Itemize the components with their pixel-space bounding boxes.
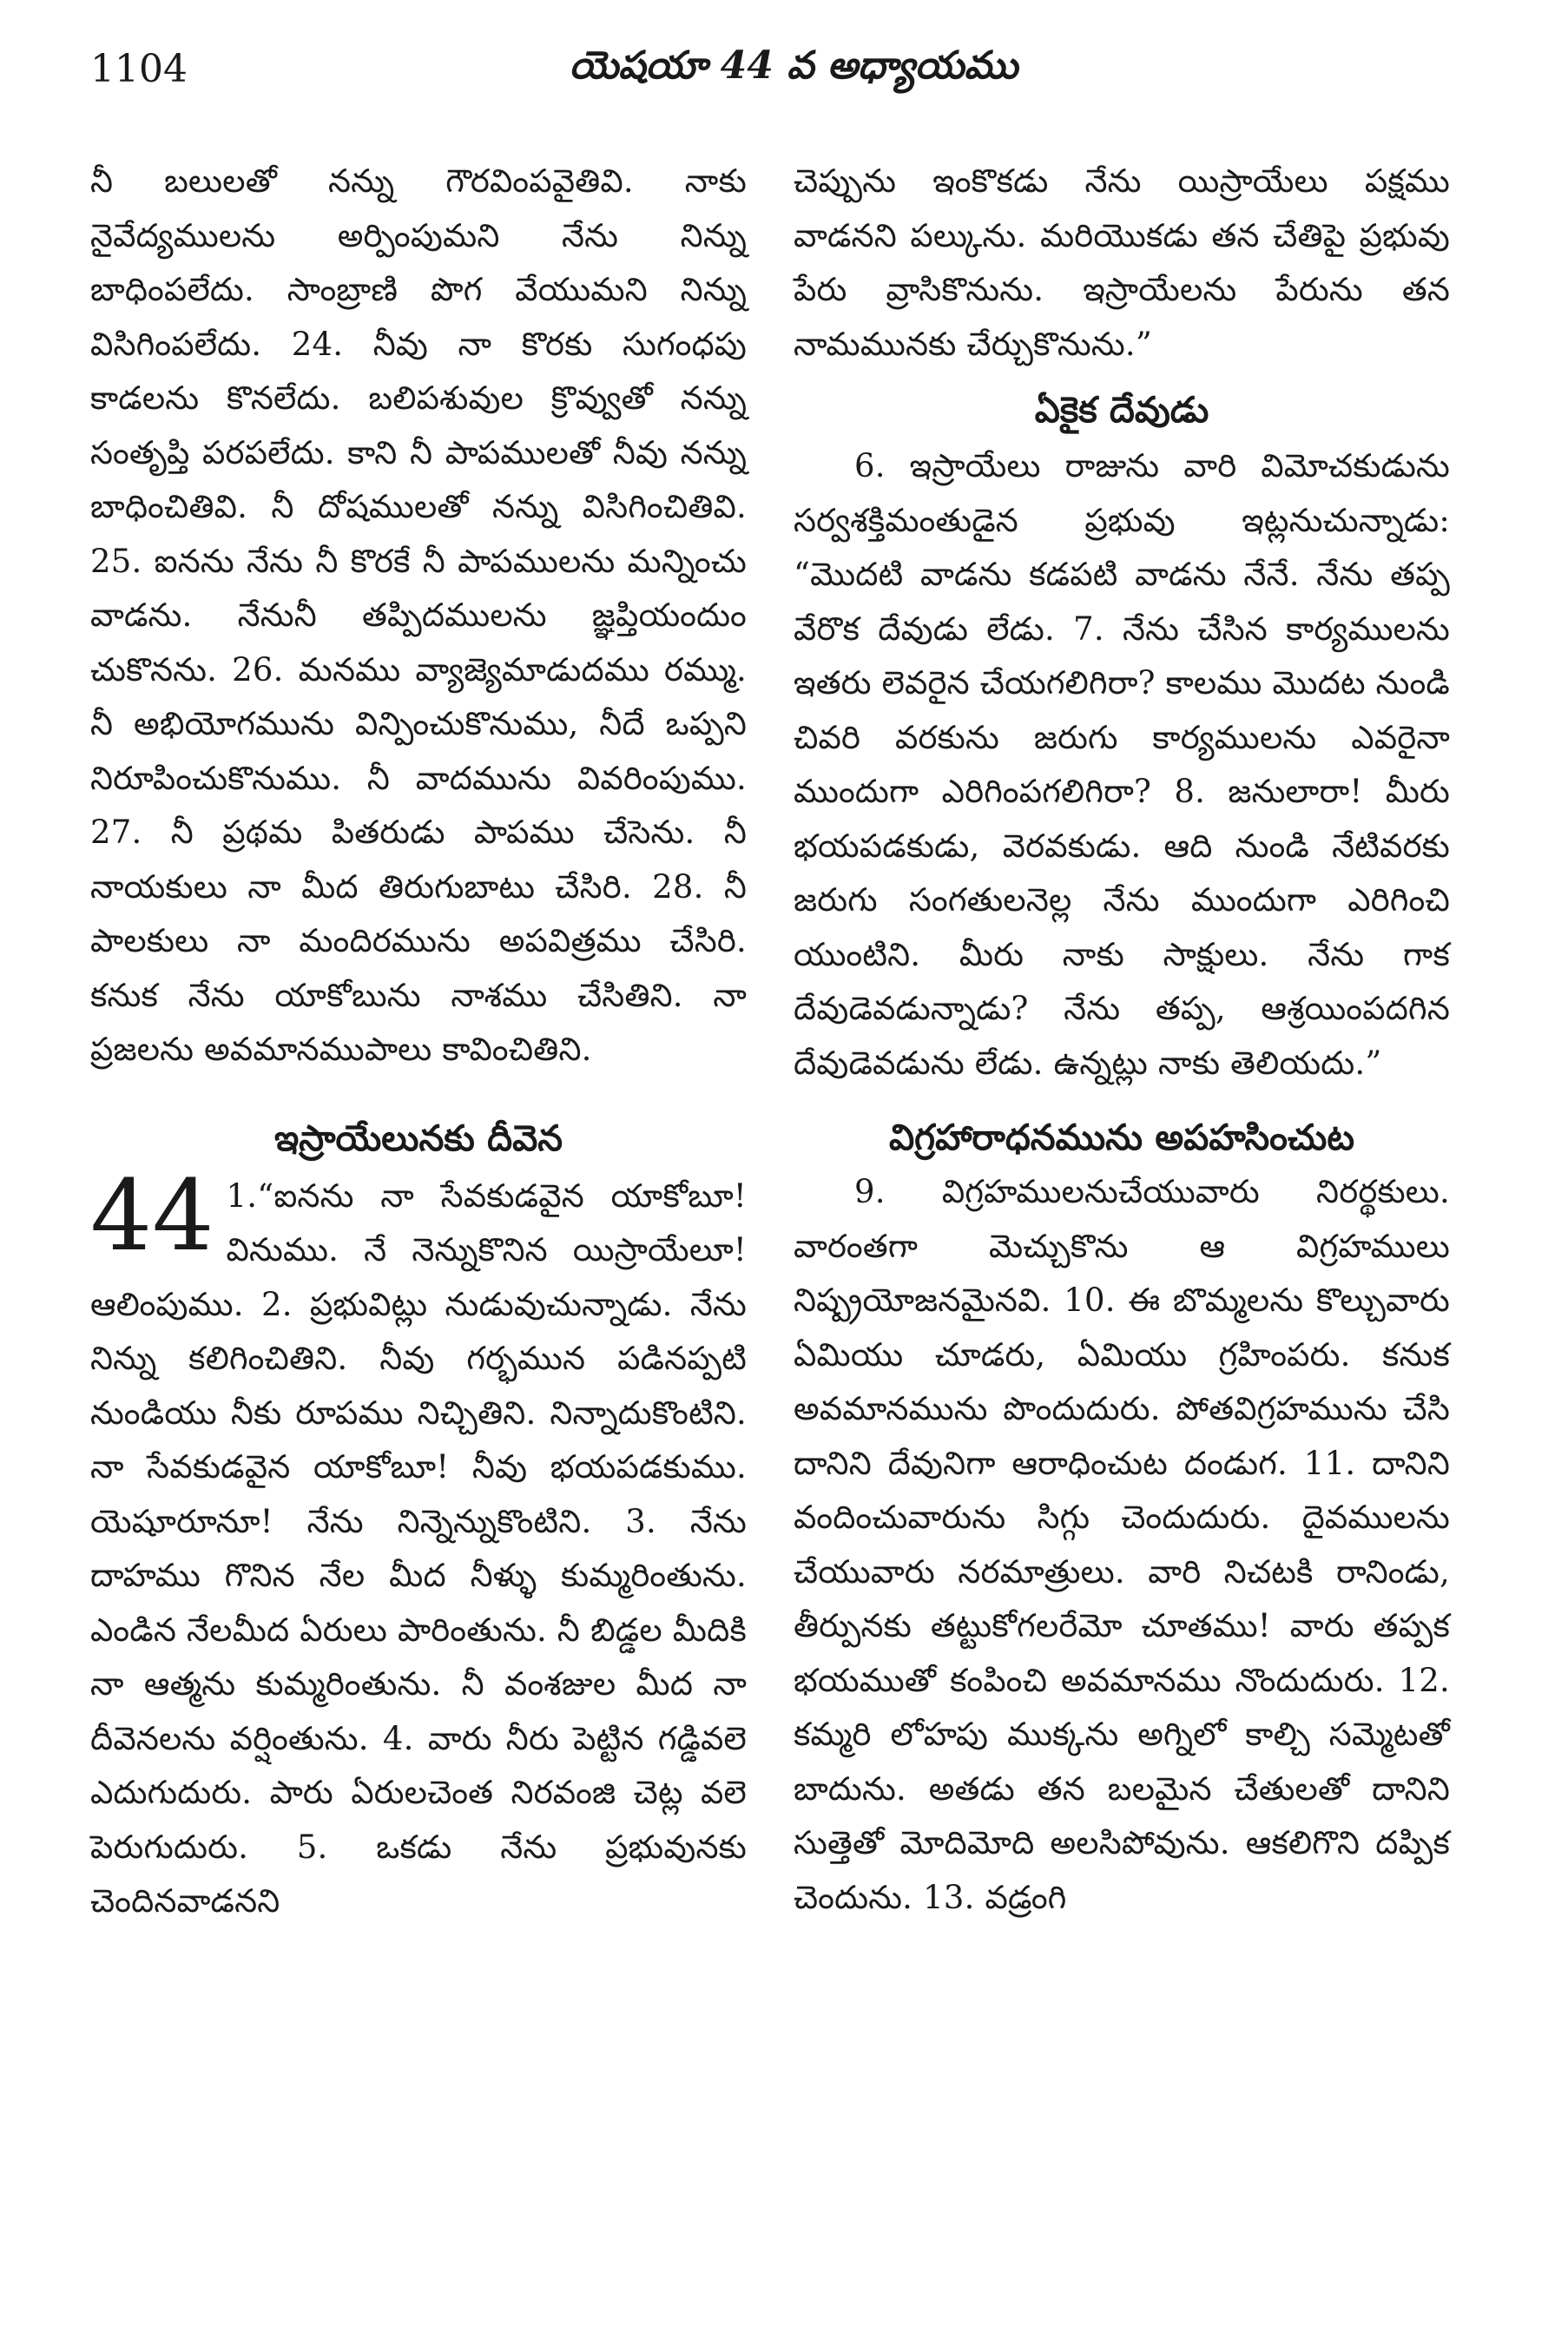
section-heading-blessing: ఇస్రాయేలునకు దీవెన	[273, 1117, 563, 1159]
section-heading-one-god: ఏకైక దేవుడు	[1034, 389, 1209, 431]
right-paragraph-2: 6. ఇస్రాయేలు రాజును వారి విమోచకుడును సర్వశక్తిమంతుడైన ప్రభువు ఇట్లనుచున్నాడు: “మొదటి వాడను కడపటి వాడను నేనే. నేను తప్ప వేరొక దేవుడు లేడు. 7. నేను చేసిన కార్యములను ఇతరు లెవరైన చేయగలిగిరా? కాలము మొదట నుండి చివరి వరకును జరుగు కార్యములను ఎవరైనా ముందుగా ఎరిగింపగలిగిరా? 8. జనులారా! మీరు భయపడకుడు, వెరవకుడు. ఆది నుండి నేటివరకు జరుగు సంగతులనెల్ల నేను ముందుగా ఎరిగించి యుంటిని. మీరు నాకు సాక్షులు. నేను గాక దేవుడెవడున్నాడు? నేను తప్ప, ఆశ్రయింపదగిన దేవుడెవడును లేడు. ఉన్నట్లు నాకు తెలియదు.”	[794, 447, 1450, 1082]
right-paragraph-1: చెప్పును ఇంకొకడు నేను యిస్రాయేలు పక్షము వాడనని పల్కును. మరియొకడు తన చేతిపై ప్రభువు పేరు వ్రాసికొనును. ఇస్రాయేలను పేరును తన నామమునకు చేర్చుకొనును.”	[794, 162, 1450, 363]
section-heading-idolatry: విగ్రహారాధనమును అపహసించుట	[889, 1117, 1354, 1158]
chapter-number: 44	[90, 1159, 214, 1273]
right-paragraph-3: 9. విగ్రహములనుచేయువారు నిరర్థకులు. వారంతగా మెచ్చుకొను ఆ విగ్రహములు నిష్ప్రయోజనమైనవి. 10. ఈ బొమ్మలను కొల్చువారు ఏమియు చూడరు, ఏమియు గ్రహింపరు. కనుక అవమానమును పొందుదురు. పోతవిగ్రహమును చేసి దానిని దేవునిగా ఆరాధించుట దండుగ. 11. దానిని వందించువారును సిగ్గు చెందుదురు. దైవములను చేయువారు నరమాత్రులు. వారి నిచటకి రానిండు, తీర్పునకు తట్టుకోగలరేమో చూతము! వారు తప్పక భయముతో కంపించి అవమానము నొందుదురు. 12. కమ్మరి లోహపు ముక్కను అగ్నిలో కాల్చి సమ్మెటతో బాదును. అతడు తన బలమైన చేతులతో దానిని సుత్తెతో మోదిమోది అలసిపోవును. ఆకలిగొని దప్పిక చెందును. 13. వడ్రంగి	[794, 1173, 1450, 1916]
page-header	[90, 40, 1497, 101]
running-title: యెషయా 44 వ అధ్యాయము	[569, 43, 1018, 88]
left-column	[90, 155, 747, 1929]
right-column	[794, 155, 1450, 1925]
left-paragraph-1: నీ బలులతో నన్ను గౌరవింపవైతివి. నాకు నైవేద్యములను అర్పింపుమని నేను నిన్ను బాధింపలేదు. సాంబ్రాణి పొగ వేయుమని నిన్ను విసిగింపలేదు. 24. నీవు నా కొరకు సుగంధపు కాడలను కొనలేదు. బలిపశువుల క్రొవ్వుతో నన్ను సంతృప్తి పరపలేదు. కాని నీ పాపములతో నీవు నన్ను బాధించితివి. నీ దోషములతో నన్ను విసిగించితివి. 25. ఐనను నేను నీ కొరకే నీ పాపములను మన్నించు వాడను. నేనునీ తప్పిదములను జ్ఞప్తియందుం చుకొనను. 26. మనము వ్యాజ్యెమాడుదము రమ్ము. నీ అభియోగమును విన్పించుకొనుము, నీదే ఒప్పని నిరూపించుకొనుము. నీ వాదమును వివరింపుము. 27. నీ ప్రథమ పితరుడు పాపము చేసెను. నీ నాయకులు నా మీద తిరుగుబాటు చేసిరి. 28. నీ పాలకులు నా మందిరమును అపవిత్రము చేసిరి. కనుక నేను యాకోబును నాశము చేసితిని. నా ప్రజలను అవమానముపాలు కావించితిని.	[90, 162, 747, 1068]
left-paragraph-2: 1.“ఐనను నా సేవకుడవైన యాకోబూ! వినుము. నే నెన్నుకొనిన యిస్రాయేలూ! ఆలింపుము. 2. ప్రభువిట్లు నుడువుచున్నాడు. నేను నిన్ను కలిగించితిని. నీవు గర్భమున పడినప్పటి నుండియు నీకు రూపము నిచ్చితిని. నిన్నాదుకొంటిని. నా సేవకుడవైన యాకోబూ! నీవు భయపడకుము. యెషూరూనూ! నేను నిన్నెన్నుకొంటిని. 3. నేను దాహము గొనిన నేల మీద నీళ్ళు కుమ్మరింతును. ఎండిన నేలమీద ఏరులు పారింతును. నీ బిడ్డల మీదికి నా ఆత్మను కుమ్మరింతును. నీ వంశజుల మీద నా దీవెనలను వర్షింతును. 4. వారు నీరు పెట్టిన గడ్డివలె ఎదుగుదురు. పారు ఏరులచెంత నిరవంజి చెట్ల వలె పెరుగుదురు. 5. ఒకడు నేను ప్రభువునకు చెందినవాడనని	[90, 1176, 747, 1920]
page-number: 1104	[90, 47, 188, 91]
chapter-start	[90, 1159, 747, 1929]
